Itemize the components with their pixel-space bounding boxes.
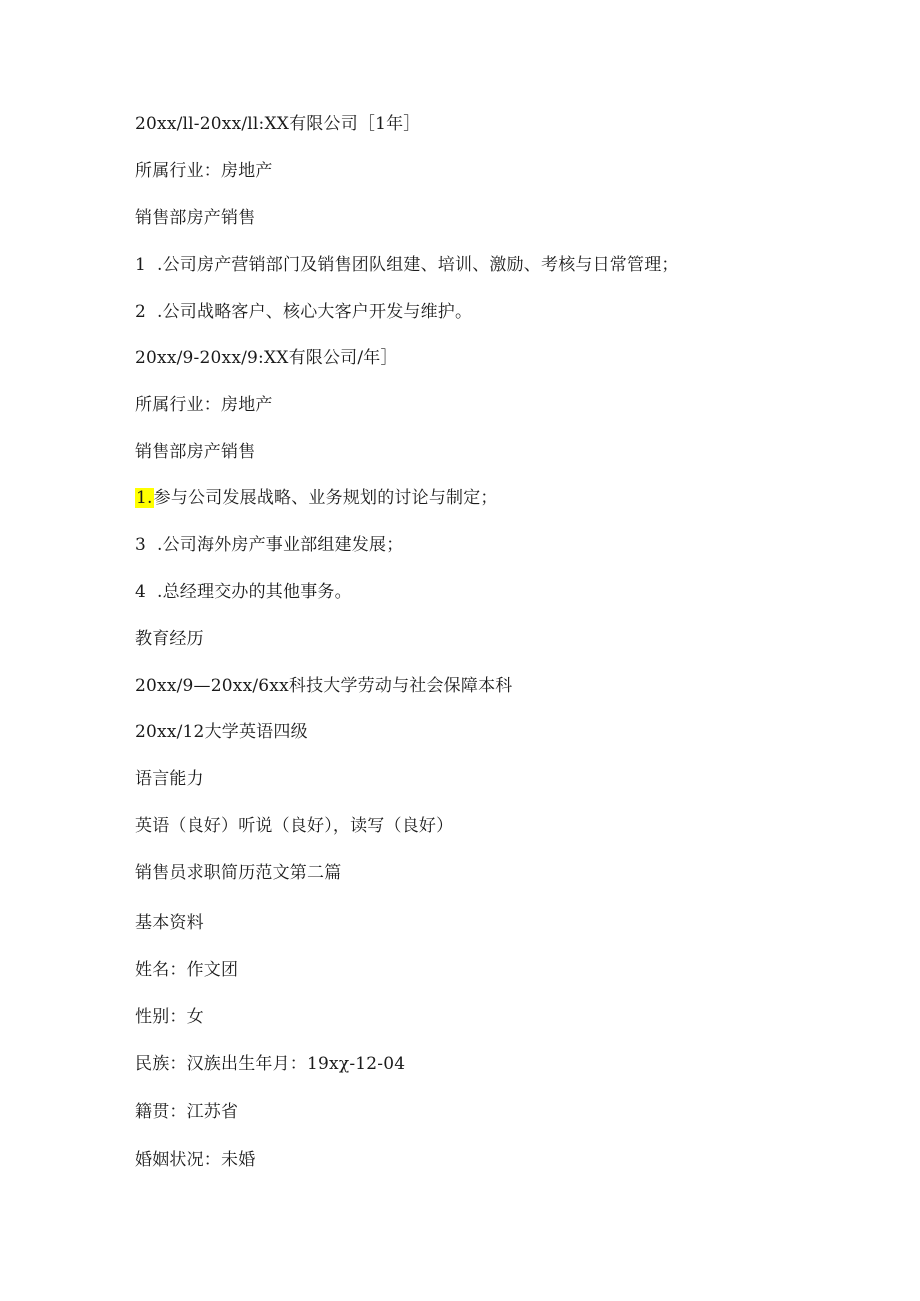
education-entry-2: 20xx∕12大学英语四级 [135,722,308,742]
job2-period: 20xx∕9-20xx∕9:XX有限公司/年］ [135,348,398,368]
highlighted-number: 1. [136,488,153,508]
duty-text: .公司海外房产事业部组建发展； [157,535,404,555]
job2-duty-3 [135,533,403,557]
job2-industry: 所属行业：房地产 [135,395,273,415]
basic-origin: 籍贯：江苏省 [135,1102,239,1122]
duty-text: .公司房产营销部门及销售团队组建、培训、激励、考核与日常管理； [157,255,679,275]
duty-text: 参与公司发展战略、业务规划的讨论与制定； [153,488,498,508]
basic-info-heading: 基本资料 [135,913,204,933]
job1-duty-2 [135,300,472,324]
language-detail: 英语（良好）听说（良好），读写（良好） [135,816,454,836]
job2-department: 销售部房产销售 [135,442,256,462]
education-entry-1: 20xx∕9—20xx∕6xx科技大学劳动与社会保障本科 [135,676,513,696]
job1-industry: 所属行业：房地产 [135,161,273,181]
education-heading: 教育经历 [135,629,204,649]
basic-gender: 性别：女 [135,1007,204,1027]
duty-number: 2 [135,302,147,322]
duty-number: 1 [135,255,147,275]
duty-number: 4 [135,582,147,602]
job1-department: 销售部房产销售 [135,208,256,228]
job1-period: 20xx∕ll-20xx∕ll:XX有限公司［1年］ [135,114,421,134]
duty-number: 3 [135,535,147,555]
duty-text: .总经理交办的其他事务。 [157,582,352,602]
duty-text: .公司战略客户、核心大客户开发与维护。 [157,302,473,322]
language-heading: 语言能力 [135,769,204,789]
job2-duty-1 [135,486,498,510]
basic-marital: 婚姻状况：未婚 [135,1150,256,1170]
basic-ethnic-birth: 民族：汉族出生年月：19xχ-12-04 [135,1054,406,1074]
basic-name: 姓名：作文团 [135,960,239,980]
section-title: 销售员求职简历范文第二篇 [135,863,342,883]
job1-duty-1 [135,253,679,277]
job2-duty-4 [135,580,352,604]
